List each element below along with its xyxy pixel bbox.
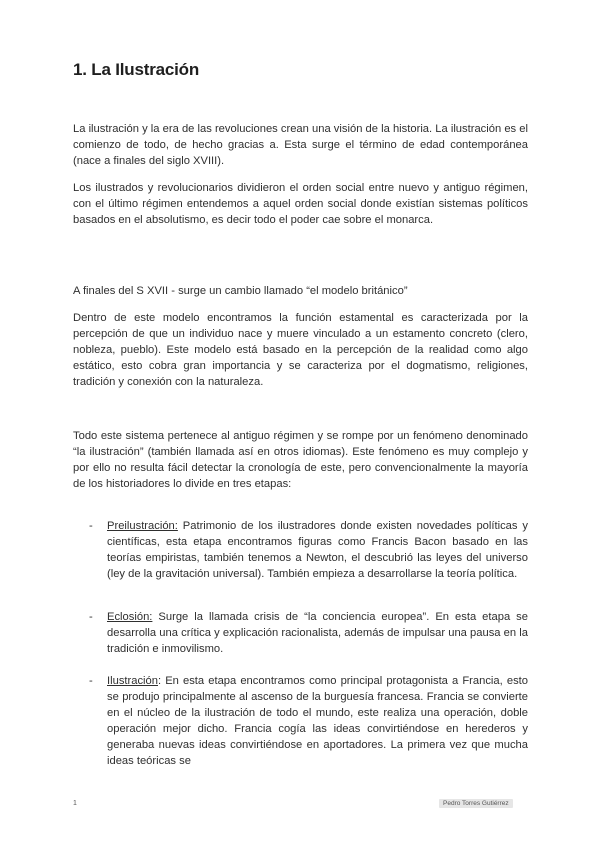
list-item-ilustracion	[107, 673, 528, 769]
stage-text: Patrimonio de los ilustradores donde existen novedades políticas y científicas, esta etapa encontramos figuras como Francis Bacon basado en las teorías empiristas, también tenemos a Newton, el descubrió las leyes del universo (ley de la gravitación universal). También empieza a desarrollarse la teoría política.	[107, 520, 528, 580]
stage-text: : En esta etapa encontramos como principal protagonista a Francia, esto se produjo principalmente al ascenso de la burguesía francesa. Francia se convierte en el núcleo de la ilustración de todo el mundo, este realiza una operación, doble operación mejor dicho. Francia cogía las ideas convirtiéndose en herederos y generaba nuevas ideas convirtiéndose en aportadores. La primera vez que mucha ideas teóricas se	[107, 675, 528, 767]
paragraph-estamental: Dentro de este modelo encontramos la función estamental es caracterizada por la percepción de que un individuo nace y muere vinculado a un estamento concreto (clero, nobleza, pueblo). Este modelo está basado en la percepción de la realidad como algo estático, esto cobra gran importancia y se caracteriza por el dogmatismo, religiones, tradición y conexión con la naturaleza.	[73, 312, 528, 388]
bullet-marker: -	[89, 675, 93, 687]
paragraph-stages-intro: Todo este sistema pertenece al antiguo régimen y se rompe por un fenómeno denominado “la ilustración” (también llamada así en otros idiomas). Este fenómeno es muy complejo y por ello no resulta fácil detectar la cronología de este, pero convencionalmente la mayoría de los historiadores lo divide en tres etapas:	[73, 430, 528, 490]
bullet-marker: -	[89, 611, 93, 623]
stage-term: Preilustración:	[107, 520, 178, 532]
list-item-preilustracion	[107, 518, 528, 582]
paragraph-intro: La ilustración y la era de las revoluciones crean una visión de la historia. La ilustración es el comienzo de todo, de hecho gracias a. Esta surge el término de edad contemporánea (nace a finales del siglo XVIII).	[73, 123, 528, 167]
stage-term: Ilustración	[107, 675, 158, 687]
stage-term: Eclosión:	[107, 611, 153, 623]
page-number: 1	[73, 800, 77, 807]
paragraph-regimes: Los ilustrados y revolucionarios dividieron el orden social entre nuevo y antiguo régimen, con el último régimen entendemos a aquel orden social donde existían sistemas políticos basados en el absolutismo, es decir todo el poder cae sobre el monarca.	[73, 182, 528, 226]
footer-author: Pedro Torres Gutiérrez	[439, 799, 513, 808]
list-item-eclosion	[107, 609, 528, 657]
paragraph-british-model-heading: A finales del S XVII - surge un cambio llamado “el modelo británico”	[73, 285, 408, 297]
stage-text: Surge la llamada crisis de “la conciencia europea”. En esta etapa se desarrolla una crítica y explicación racionalista, además de impulsar una pausa en la tradición e inmovilismo.	[107, 611, 528, 655]
section-title: 1. La Ilustración	[73, 60, 200, 79]
bullet-marker: -	[89, 520, 93, 532]
